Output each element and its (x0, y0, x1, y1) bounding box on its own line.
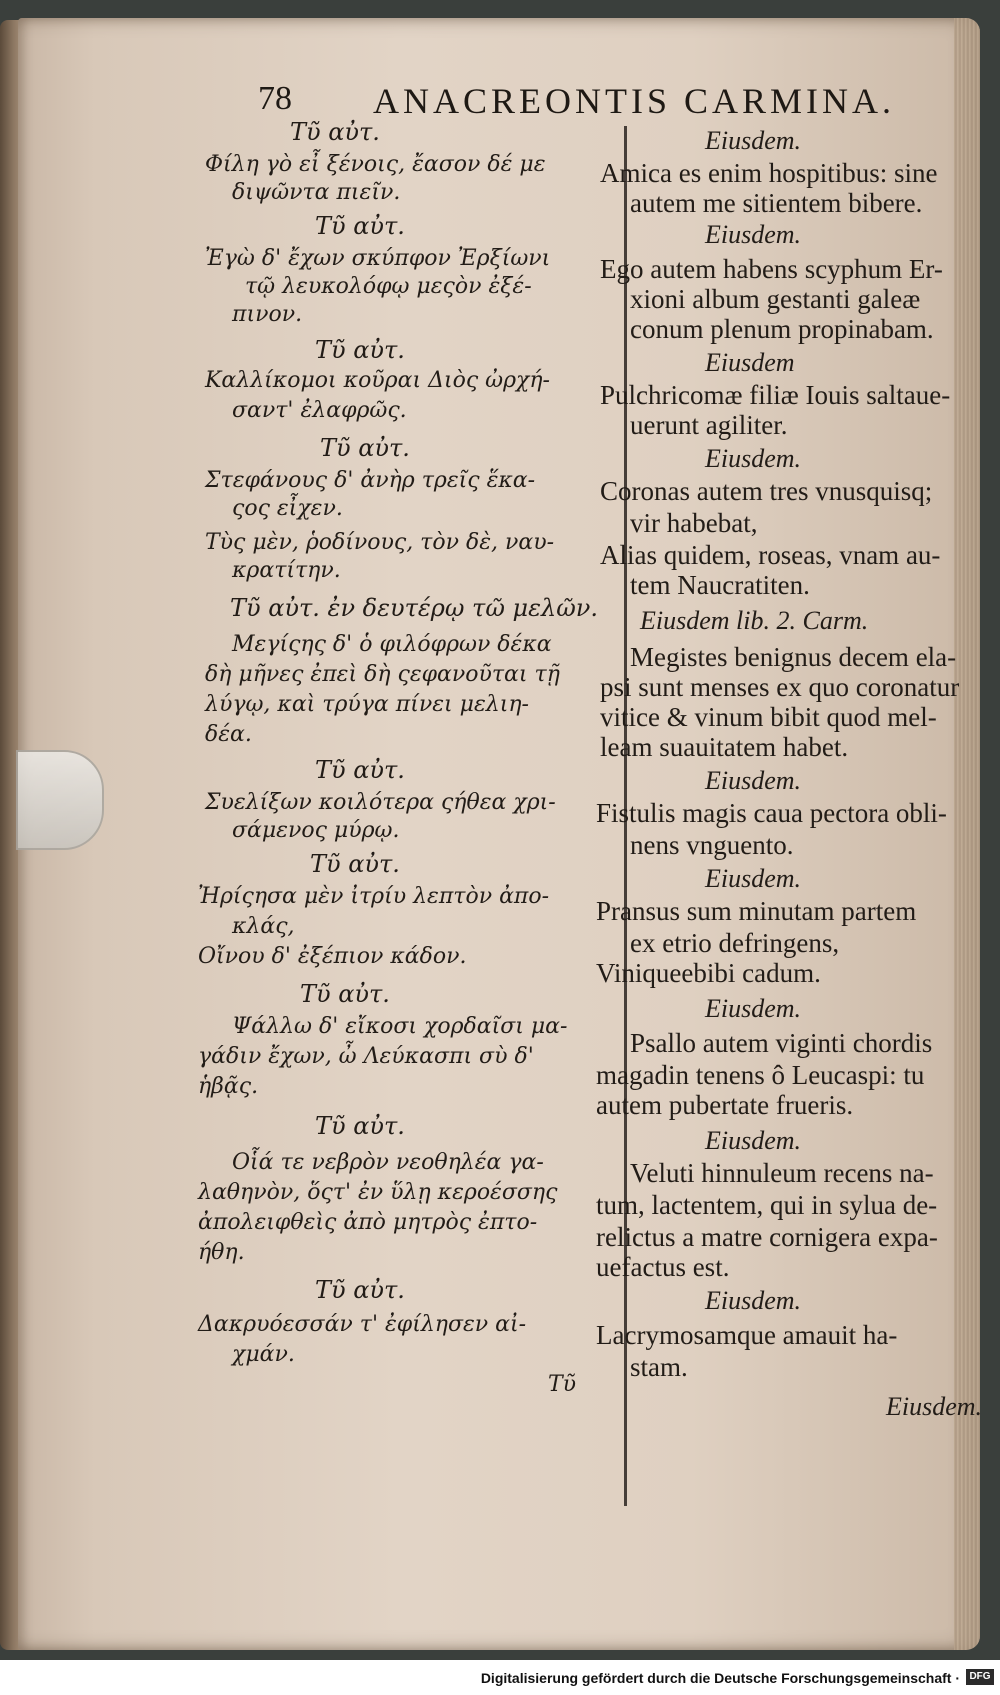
latin-heading: Eiusdem. (705, 444, 802, 473)
greek-line: χμάν. (232, 1342, 295, 1367)
greek-line: Μεγίςης δ' ὁ φιλόφρων δέκα (232, 632, 552, 657)
greek-heading: Τῦ αὐτ. (315, 1276, 405, 1304)
latin-line: relictus a matre cornigera expa- (596, 1222, 938, 1252)
greek-line: κρατίτην. (232, 558, 341, 583)
greek-heading: Τῦ αὐτ. (315, 1112, 405, 1140)
latin-heading: Eiusdem. (705, 994, 802, 1023)
greek-heading: Τῦ αὐτ. (320, 434, 410, 462)
greek-line: δὴ μῆνες ἐπεὶ δὴ ςεφανοῦται τῇ (205, 662, 560, 687)
greek-heading: Τῦ αὐτ. (290, 118, 380, 146)
greek-line: ἀπολειφθεὶς ἀπὸ μητρὸς ἐπτο- (198, 1210, 538, 1235)
page-clip (16, 750, 104, 850)
latin-line: Viniqueebibi cadum. (596, 958, 821, 988)
latin-line: Ego autem habens scyphum Er- (600, 254, 943, 284)
latin-line: Lacrymosamque amauit ha- (596, 1320, 898, 1350)
greek-line: Τὺς μὲν, ῥοδίνους, τὸν δὲ, ναυ- (205, 530, 555, 555)
latin-line: vir habebat, (630, 508, 758, 538)
latin-heading: Eiusdem. (705, 1126, 802, 1155)
greek-heading: Τῦ αὐτ. (315, 756, 405, 784)
greek-line: τῷ λευκολόφῳ μεςὸν ἐξέ- (245, 274, 532, 299)
latin-line: vitice & vinum bibit quod mel- (600, 702, 937, 732)
latin-line: uerunt agiliter. (630, 410, 788, 440)
greek-line: Οἴνου δ' ἐξέπιον κάδον. (198, 944, 467, 969)
greek-line: Ἠρίςησα μὲν ἰτρίυ λεπτὸν ἀπο- (198, 884, 550, 909)
latin-line: Psallo autem viginti chordis (630, 1028, 933, 1058)
latin-line: psi sunt menses ex quo coronatur (600, 672, 960, 702)
latin-line: leam suauitatem habet. (600, 732, 849, 762)
latin-line: Pulchricomæ filiæ Iouis saltaue- (600, 380, 951, 410)
latin-line: Coronas autem tres vnusquisq; (600, 476, 933, 506)
greek-line: Οἷά τε νεβρὸν νεοθηλέα γα- (232, 1150, 544, 1175)
latin-line: ex etrio defringens, (630, 928, 840, 958)
greek-line: διψῶντα πιεῖν. (232, 180, 401, 205)
greek-heading: Τῦ αὐτ. (310, 850, 400, 878)
greek-line: σάμενος μύρῳ. (232, 818, 400, 843)
greek-line: γάδιν ἔχων, ὦ Λεύκασπι σὺ δ' (198, 1044, 534, 1069)
latin-line: Pransus sum minutam partem (596, 896, 917, 926)
greek-line: ςος εἶχεν. (232, 496, 343, 521)
latin-trailing-heading: Eiusdem. (886, 1392, 983, 1421)
latin-line: tem Naucratiten. (630, 570, 810, 600)
greek-heading: Τῦ αὐτ. ἐν δευτέρῳ τῶ μελῶν. (230, 594, 598, 622)
latin-heading: Eiusdem. (705, 220, 802, 249)
greek-line: κλάς, (232, 914, 295, 939)
greek-line: δέα. (205, 722, 252, 747)
catchword: Τῦ (548, 1372, 577, 1397)
latin-line: Amica es enim hospitibus: sine (600, 158, 938, 188)
greek-line: Ἐγὼ δ' ἔχων σκύπφον Ἐρξίωνι (205, 246, 551, 271)
latin-heading: Eiusdem. (705, 766, 802, 795)
latin-heading: Eiusdem. (705, 126, 802, 155)
greek-line: Δακρυόεσσάν τ' ἐφίλησεν αἰ- (198, 1312, 527, 1337)
latin-heading: Eiusdem (705, 348, 795, 377)
latin-heading: Eiusdem. (705, 1286, 802, 1315)
page-number: 78 (258, 80, 292, 117)
greek-line: Στεφάνους δ' ἀνὴρ τρεῖς ἕκα- (205, 468, 536, 493)
footer-credit: Digitalisierung gefördert durch die Deutsche Forschungsgemeinschaft · (480, 1670, 960, 1686)
latin-line: nens vnguento. (630, 830, 794, 860)
latin-line: autem me sitientem bibere. (630, 188, 923, 218)
greek-line: Φίλη γὸ εἶ ξένοις, ἔασον δέ με (205, 152, 546, 177)
dfg-logo: DFG (966, 1669, 994, 1685)
latin-heading: Eiusdem lib. 2. Carm. (640, 606, 869, 635)
greek-line: Συελίξων κοιλότερα ςήθεα χρι- (205, 790, 556, 815)
latin-line: Veluti hinnuleum recens na- (630, 1158, 934, 1188)
book-page (18, 18, 983, 1650)
latin-line: Fistulis magis caua pectora obli- (596, 798, 947, 828)
greek-line: ήθη. (198, 1240, 245, 1265)
greek-heading: Τῦ αὐτ. (315, 336, 405, 364)
greek-line: πινον. (232, 302, 303, 327)
greek-heading: Τῦ αὐτ. (300, 980, 390, 1008)
greek-heading: Τῦ αὐτ. (315, 212, 405, 240)
greek-line: λαθηνὸν, ὅςτ' ἐν ὕλῃ κεροέσσης (198, 1180, 558, 1205)
latin-line: tum, lactentem, qui in sylua de- (596, 1190, 938, 1220)
greek-line: ἡβᾷς. (198, 1074, 259, 1099)
digitization-footer (0, 1660, 1000, 1695)
running-title: ANACREONTIS CARMINA. (373, 81, 896, 121)
latin-line: autem pubertate frueris. (596, 1090, 854, 1120)
latin-heading: Eiusdem. (705, 864, 802, 893)
latin-line: Megistes benignus decem ela- (630, 642, 957, 672)
latin-line: uefactus est. (596, 1252, 730, 1282)
greek-line: Ψάλλω δ' εἴκοσι χορδαῖσι μα- (232, 1014, 568, 1039)
greek-line: λύγῳ, καὶ τρύγα πίνει μελιη- (205, 692, 529, 717)
greek-line: Καλλίκομοι κοῦραι Διὸς ὠρχή- (205, 368, 550, 393)
latin-line: conum plenum propinabam. (630, 314, 934, 344)
latin-line: Alias quidem, roseas, vnam au- (600, 540, 941, 570)
latin-line: stam. (630, 1352, 688, 1382)
latin-line: magadin tenens ô Leucaspi: tu (596, 1060, 925, 1090)
greek-line: σαντ' ἐλαφρῶς. (232, 398, 407, 423)
latin-line: xioni album gestanti galeæ (630, 284, 921, 314)
